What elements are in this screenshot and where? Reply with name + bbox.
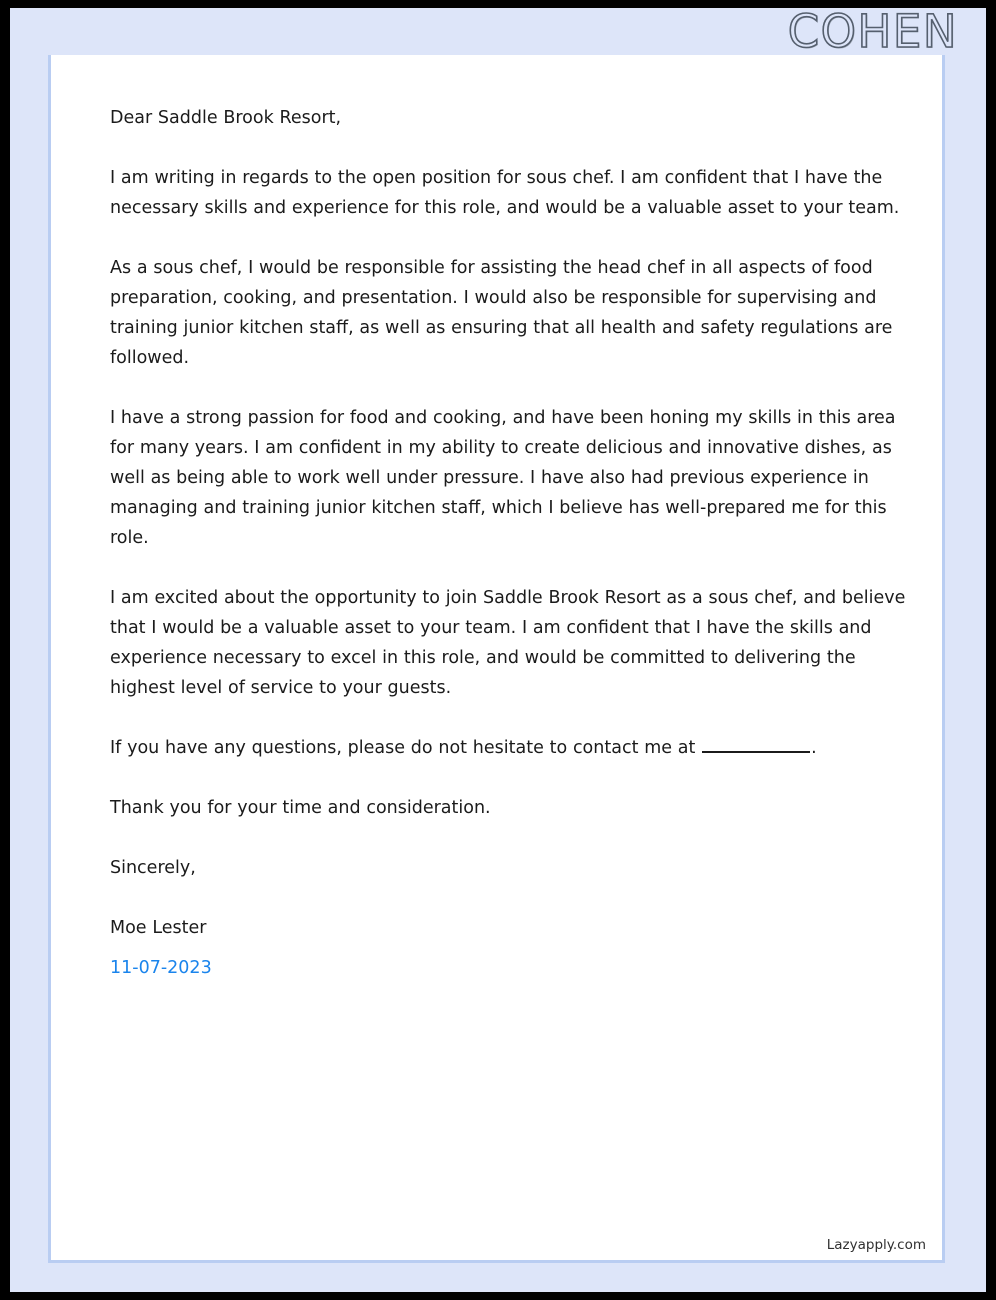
letter-paragraph-4: I am excited about the opportunity to join Saddle Brook Resort as a sous chef, and believe that I would be a valuable asset to your team. I am confident that I have the skills and experience necessary to excel in this role, and would be committed to delivering the highest level of service to your guests. [110,588,906,698]
document-canvas [10,8,986,1292]
letter-salutation: Dear Saddle Brook Resort, [110,108,342,128]
letter-closing: Sincerely, [110,858,196,878]
contact-line-text-before: If you have any questions, please do not hesitate to contact me at [110,738,702,758]
letter-body [110,103,910,983]
letter-paragraph-1: I am writing in regards to the open position for sous chef. I am confident that I have the necessary skills and experience for this role, and would be a valuable asset to your team. [110,168,900,218]
signature-name: Moe Lester [110,918,207,938]
page-footer-brand: Lazyapply.com [826,1237,926,1253]
letter-paragraph-3: I have a strong passion for food and cooking, and have been honing my skills in this area for many years. I am confident in my ability to create delicious and innovative dishes, as well as being able to work well under pressure. I have also had previous experience in managing and training junior kitchen staff, which I believe has well-prepared me for this role. [110,408,896,548]
letter-thanks-line: Thank you for your time and consideration. [110,798,491,818]
contact-blank-field [702,737,810,753]
signature-date: 11-07-2023 [110,958,212,978]
letterhead [10,8,976,55]
letterhead-name: COHEN [787,8,958,55]
letter-paragraph-2: As a sous chef, I would be responsible for assisting the head chef in all aspects of food preparation, cooking, and presentation. I would also be responsible for supervising and training junior kitchen staff, as well as ensuring that all health and safety regulations are followed. [110,258,893,368]
letter-page [48,55,945,1263]
letter-contact-line [110,733,910,763]
contact-line-text-after: . [811,738,817,758]
